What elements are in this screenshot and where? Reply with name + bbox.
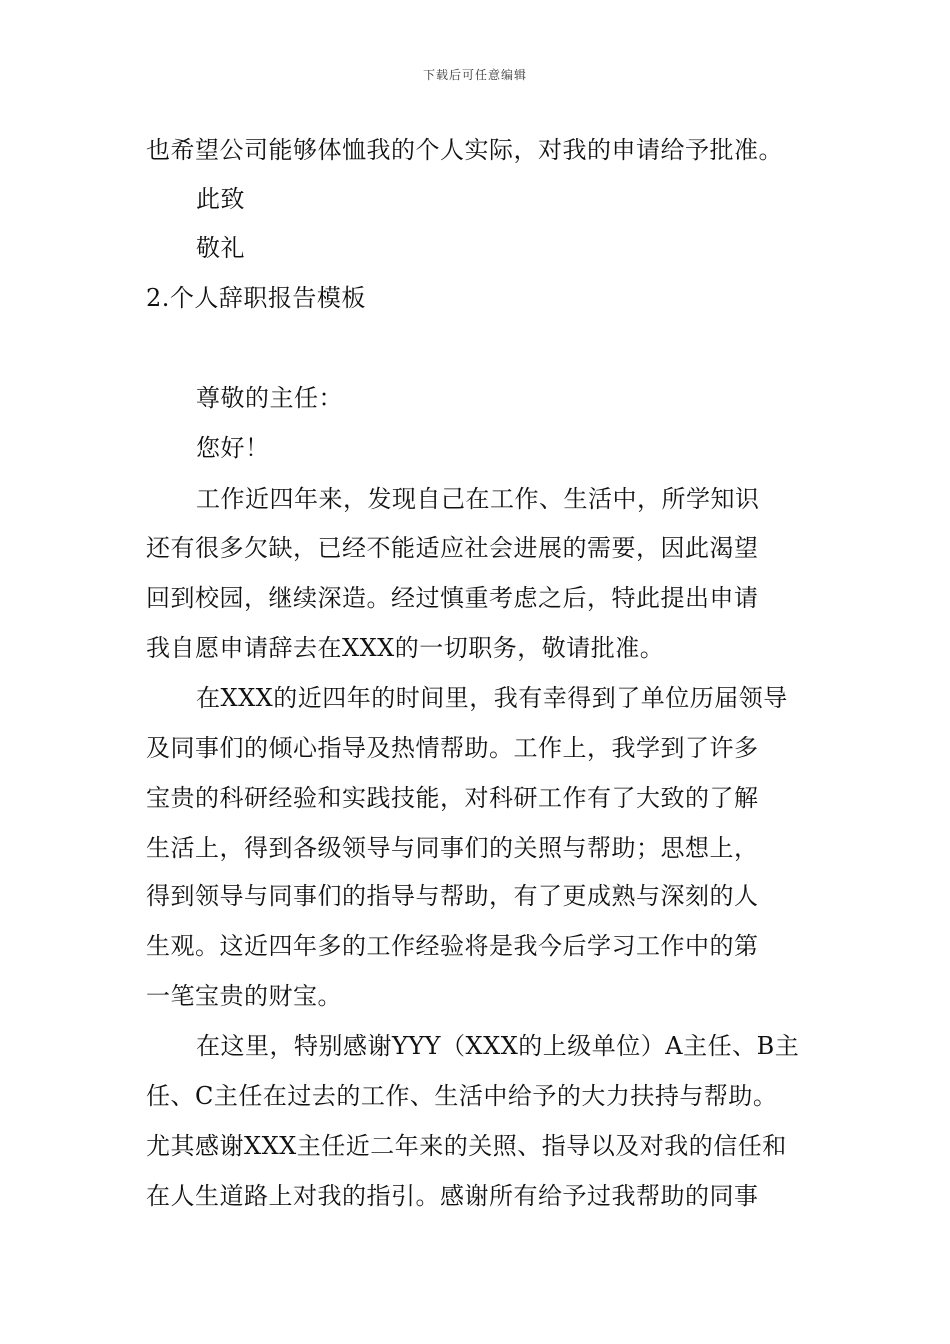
section-heading: 2.个人辞职报告模板: [146, 284, 366, 312]
paragraph-line: 生活上，得到各级领导与同事们的关照与帮助；思想上，: [146, 834, 759, 862]
paragraph-line: 任、C主任在过去的工作、生活中给予的大力扶持与帮助。: [146, 1082, 778, 1110]
letter-hello: 您好！: [196, 434, 270, 462]
paragraph-line: 工作近四年来，发现自己在工作、生活中，所学知识: [196, 485, 760, 513]
header-note: 下载后可任意编辑: [422, 68, 527, 82]
paragraph-line: 我自愿申请辞去在XXX的一切职务，敬请批准。: [146, 634, 665, 662]
letter-greeting: 尊敬的主任：: [196, 384, 343, 412]
paragraph-line: 在人生道路上对我的指引。感谢所有给予过我帮助的同事: [146, 1182, 759, 1210]
paragraph-line: 生观。这近四年多的工作经验将是我今后学习工作中的第: [146, 932, 759, 960]
closing-salutation: 此致: [196, 185, 245, 213]
paragraph-line: 宝贵的科研经验和实践技能，对科研工作有了大致的了解: [146, 784, 759, 812]
paragraph-line: 在XXX的近四年的时间里，我有幸得到了单位历届领导: [196, 684, 788, 712]
paragraph-line: 在这里，特别感谢YYY（XXX的上级单位）A主任、B主: [196, 1032, 800, 1060]
paragraph-line: 一笔宝贵的财宝。: [146, 982, 342, 1010]
paragraph-line: 也希望公司能够体恤我的个人实际，对我的申请给予批准。: [146, 136, 783, 164]
closing-regards: 敬礼: [196, 234, 245, 262]
paragraph-line: 尤其感谢XXX主任近二年来的关照、指导以及对我的信任和: [146, 1132, 787, 1160]
paragraph-line: 还有很多欠缺，已经不能适应社会进展的需要，因此渴望: [146, 534, 759, 562]
paragraph-line: 得到领导与同事们的指导与帮助，有了更成熟与深刻的人: [146, 882, 759, 910]
paragraph-line: 回到校园，继续深造。经过慎重考虑之后，特此提出申请: [146, 584, 759, 612]
paragraph-line: 及同事们的倾心指导及热情帮助。工作上，我学到了许多: [146, 734, 759, 762]
